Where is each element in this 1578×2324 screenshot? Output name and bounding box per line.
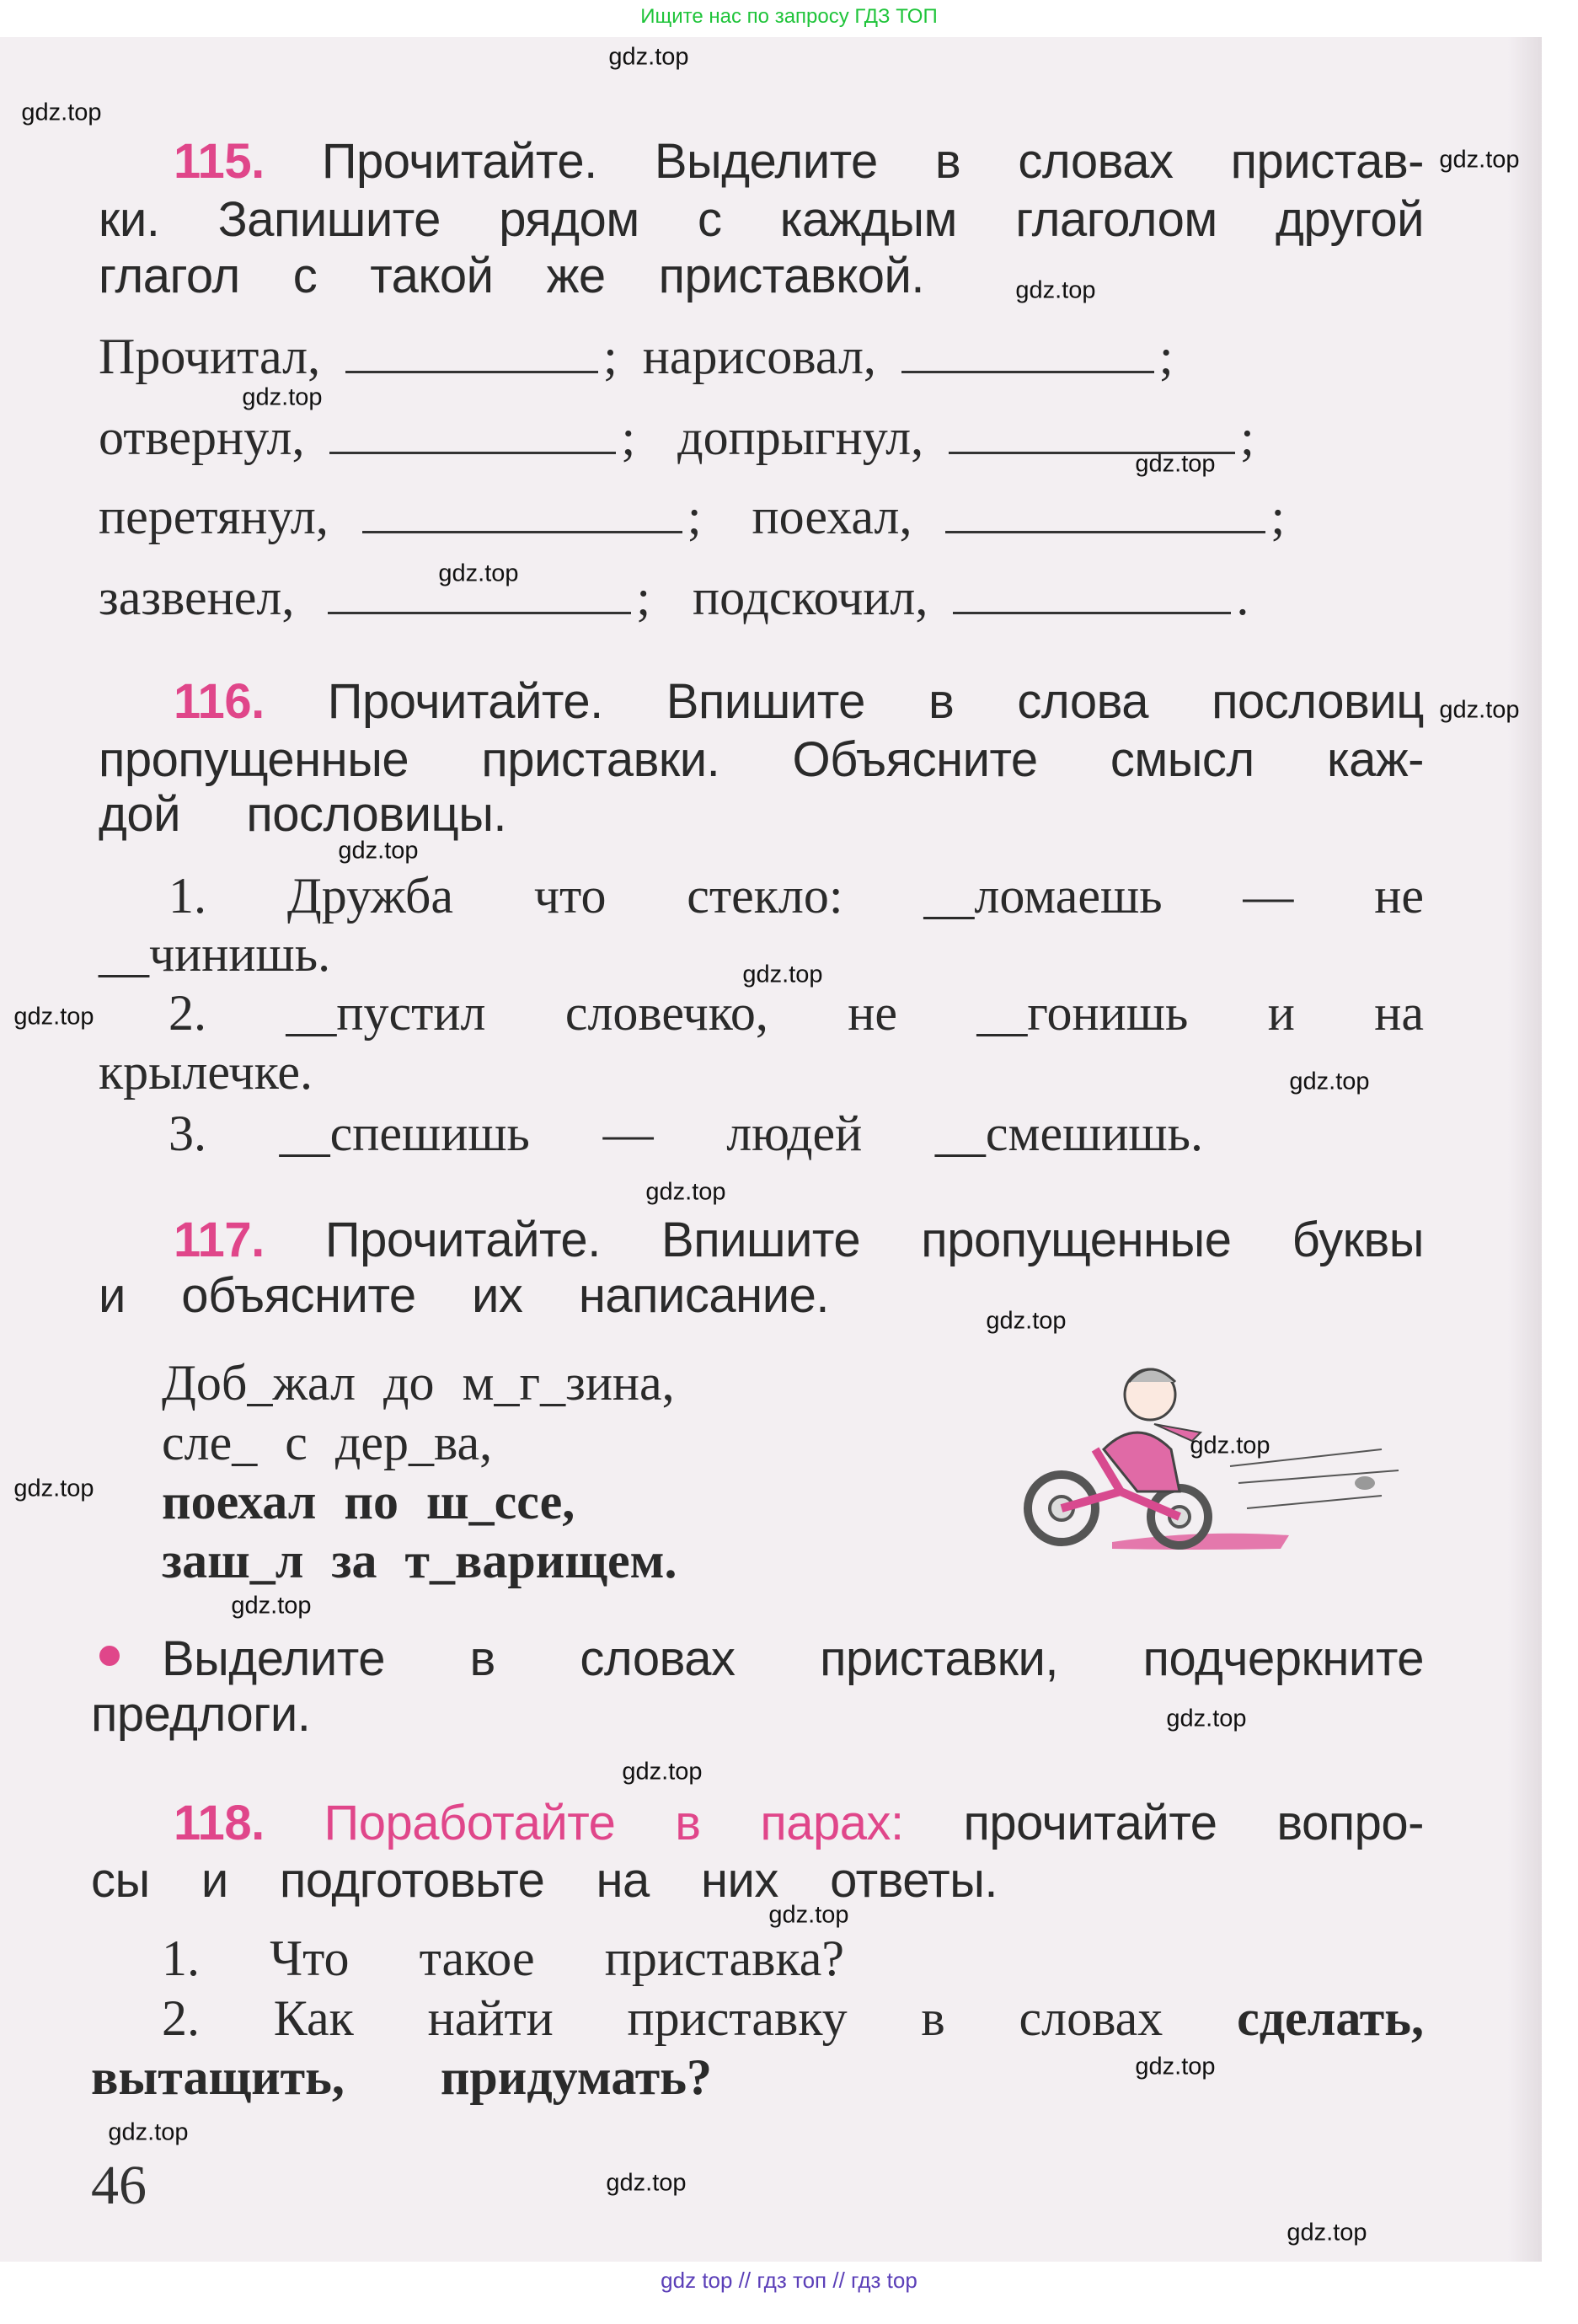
watermark: gdz.top xyxy=(608,43,689,71)
separator: ; xyxy=(621,410,636,465)
verb: нарисовал, xyxy=(642,329,876,384)
exercise-number: 117. xyxy=(174,1213,265,1267)
page-edge-shadow xyxy=(1508,37,1542,2262)
verb: подскочил, xyxy=(693,570,928,625)
poem-line: заш_л за т_варищем. xyxy=(162,1533,677,1588)
question-2-text: 2. Как найти приставку в словах xyxy=(162,1990,1163,2046)
top-banner[interactable]: Ищите нас по запросу ГДЗ ТОП xyxy=(640,5,938,28)
answer-blank[interactable] xyxy=(345,337,598,373)
question-2-word: сделать, xyxy=(1237,1990,1425,2046)
verb: перетянул, xyxy=(99,489,329,544)
watermark: gdz.top xyxy=(1166,1705,1247,1732)
watermark: gdz.top xyxy=(768,1901,849,1929)
separator: ; xyxy=(1270,489,1286,544)
verb-row xyxy=(99,486,1424,547)
separator: ; xyxy=(1158,329,1174,384)
watermark: gdz.top xyxy=(1135,2053,1216,2080)
ex115-line-3: глагол с такой же приставкой. xyxy=(99,249,924,303)
watermark: gdz.top xyxy=(1190,1432,1270,1459)
verb: зазвенел, xyxy=(99,570,295,625)
watermark: gdz.top xyxy=(1015,276,1096,304)
separator: ; xyxy=(687,489,702,544)
exercise-number: 115. xyxy=(174,134,265,189)
bullet-icon xyxy=(99,1646,120,1666)
watermark: gdz.top xyxy=(1289,1068,1370,1095)
verb: допрыгнул, xyxy=(677,410,924,465)
watermark: gdz.top xyxy=(438,560,519,587)
watermark: gdz.top xyxy=(231,1592,312,1620)
watermark: gdz.top xyxy=(242,383,323,411)
answer-blank[interactable] xyxy=(945,497,1265,533)
question-2-cont: вытащить, придумать? xyxy=(91,2049,712,2105)
answer-blank[interactable] xyxy=(329,418,616,454)
watermark: gdz.top xyxy=(1286,2219,1367,2246)
answer-blank[interactable] xyxy=(362,497,682,533)
verb: поехал, xyxy=(752,489,912,544)
ex116-line-3: дой пословицы. xyxy=(99,787,506,842)
watermark: gdz.top xyxy=(1439,696,1520,724)
ex117-line-2: и объясните их написание. xyxy=(99,1268,829,1323)
separator: ; xyxy=(1240,410,1254,465)
proverb-2: 2. __пустил словечко, не __гонишь и на xyxy=(168,985,1424,1041)
ex117-task-line-2: предлоги. xyxy=(91,1687,311,1742)
proverb-3: 3. __спешишь — людей __смешишь. xyxy=(168,1106,1203,1161)
ex118-line-1 xyxy=(174,1793,1424,1854)
exercise-number: 116. xyxy=(174,674,265,729)
watermark: gdz.top xyxy=(108,2118,189,2146)
verb-row xyxy=(99,326,1424,387)
ex116-line-1 xyxy=(174,672,1424,732)
watermark: gdz.top xyxy=(1135,450,1216,478)
watermark: gdz.top xyxy=(13,1003,94,1031)
ex115-line-2: ки. Запишите рядом с каждым глаголом другой xyxy=(99,192,1424,247)
page-number: 46 xyxy=(91,2155,147,2216)
proverb-1-cont: __чинишь. xyxy=(99,926,331,982)
verb: Прочитал, xyxy=(99,329,321,384)
poem-line: поехал по ш_cсе, xyxy=(162,1474,575,1529)
watermark: gdz.top xyxy=(338,837,419,865)
watermark: gdz.top xyxy=(606,2169,687,2197)
answer-blank[interactable] xyxy=(901,337,1154,373)
ex117-text: Прочитайте. Впишите пропущенные буквы xyxy=(324,1213,1424,1267)
answer-blank[interactable] xyxy=(953,578,1231,614)
watermark: gdz.top xyxy=(13,1475,94,1502)
question-1: 1. Что такое приставка? xyxy=(162,1930,844,1986)
watermark: gdz.top xyxy=(986,1307,1067,1335)
poem-line: Доб_жал до м_г_зина, xyxy=(162,1355,675,1411)
ex116-line-2: пропущенные приставки. Объясните смысл каж- xyxy=(99,732,1424,787)
verb-row xyxy=(99,567,1424,628)
question-2 xyxy=(162,1988,1424,2048)
poem-line: сле_ с дер_ва, xyxy=(162,1415,493,1470)
separator: ; xyxy=(603,329,618,384)
watermark: gdz.top xyxy=(622,1758,703,1786)
answer-blank[interactable] xyxy=(949,418,1235,454)
watermark: gdz.top xyxy=(21,99,102,126)
ex117-line-1 xyxy=(174,1210,1424,1271)
ex115-text: Прочитайте. Выделите в словах пристав- xyxy=(321,134,1424,189)
pair-work-label: Поработайте в парах: xyxy=(324,1796,904,1850)
verb-row xyxy=(99,407,1424,468)
ex118-line-2: сы и подготовьте на них ответы. xyxy=(91,1853,998,1908)
separator: ; xyxy=(636,570,650,625)
watermark: gdz.top xyxy=(1439,146,1520,174)
proverb-2-cont: крылечке. xyxy=(99,1044,313,1100)
exercise-number: 118. xyxy=(174,1796,265,1850)
watermark: gdz.top xyxy=(742,961,823,988)
verb: отвернул, xyxy=(99,410,305,465)
proverb-1: 1. Дружба что стекло: __ломаешь — не xyxy=(168,868,1424,924)
watermark: gdz.top xyxy=(645,1178,726,1206)
footer-links[interactable]: gdz top // гдз топ // гдз top xyxy=(661,2268,917,2293)
ex115-line-1 xyxy=(174,131,1424,192)
separator: . xyxy=(1236,570,1249,625)
ex116-text: Прочитайте. Впишите в слова пословиц xyxy=(327,674,1424,729)
ex118-text: прочитайте вопро- xyxy=(963,1796,1424,1850)
ex117-task-line-1: Выделите в словах приставки, подчеркните xyxy=(162,1631,1424,1686)
